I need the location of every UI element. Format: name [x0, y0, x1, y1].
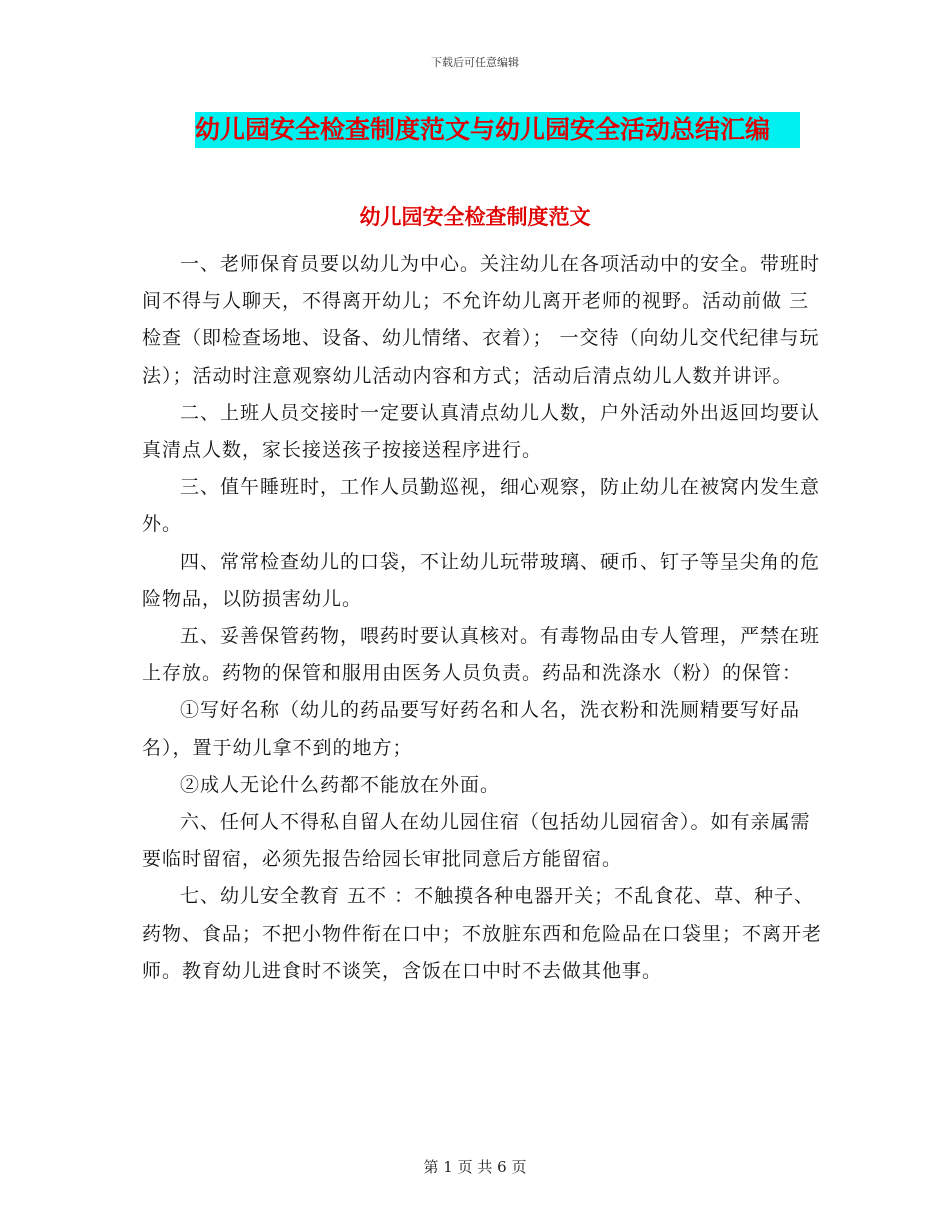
- paragraph: ①写好名称（幼儿的药品要写好药名和人名，洗衣粉和洗厕精要写好品名），置于幼儿拿不到的地方；: [142, 699, 801, 759]
- page-footer: 第 1 页 共 6 页: [423, 1158, 527, 1176]
- document-title: 幼儿园安全检查制度范文与幼儿园安全活动总结汇编: [195, 112, 800, 148]
- page-header: 下载后可任意编辑: [431, 56, 519, 69]
- paragraph: 一、老师保育员要以幼儿为中心。关注幼儿在各项活动中的安全。带班时间不得与人聊天，不得离开幼儿；不允许幼儿离开老师的视野。活动前做 三检查（即检查场地、设备、幼儿情绪、衣着）； 一交待（向幼儿交代纪律与玩法）；活动时注意观察幼儿活动内容和方式；活动后清点幼儿人数并讲评。: [142, 253, 821, 387]
- paragraph: 四、常常检查幼儿的口袋，不让幼儿玩带玻璃、硬币、钉子等呈尖角的危险物品，以防损害幼儿。: [142, 550, 821, 610]
- document-body: [142, 246, 822, 990]
- paragraph: 七、幼儿安全教育 五不 ：不触摸各种电器开关；不乱食花、草、种子、药物、食品；不把小物件衔在口中；不放脏东西和危险品在口袋里；不离开老师。教育幼儿进食时不谈笑，含饭在口中时不去做其他事。: [142, 885, 823, 982]
- paragraph: 六、任何人不得私自留人在幼儿园住宿（包括幼儿园宿舍）。如有亲属需要临时留宿，必须先报告给园长审批同意后方能留宿。: [142, 811, 811, 871]
- section-title: 幼儿园安全检查制度范文: [359, 205, 591, 229]
- paragraph: ②成人无论什么药都不能放在外面。: [180, 773, 501, 796]
- paragraph: 五、妥善保管药物，喂药时要认真核对。有毒物品由专人管理，严禁在班上存放。药物的保管和服用由医务人员负责。药品和洗涤水（粉）的保管：: [142, 625, 821, 685]
- paragraph: 二、上班人员交接时一定要认真清点幼儿人数，户外活动外出返回均要认真清点人数，家长接送孩子按接送程序进行。: [142, 401, 821, 462]
- paragraph: 三、值午睡班时，工作人员勤巡视，细心观察，防止幼儿在被窝内发生意外。: [142, 476, 821, 536]
